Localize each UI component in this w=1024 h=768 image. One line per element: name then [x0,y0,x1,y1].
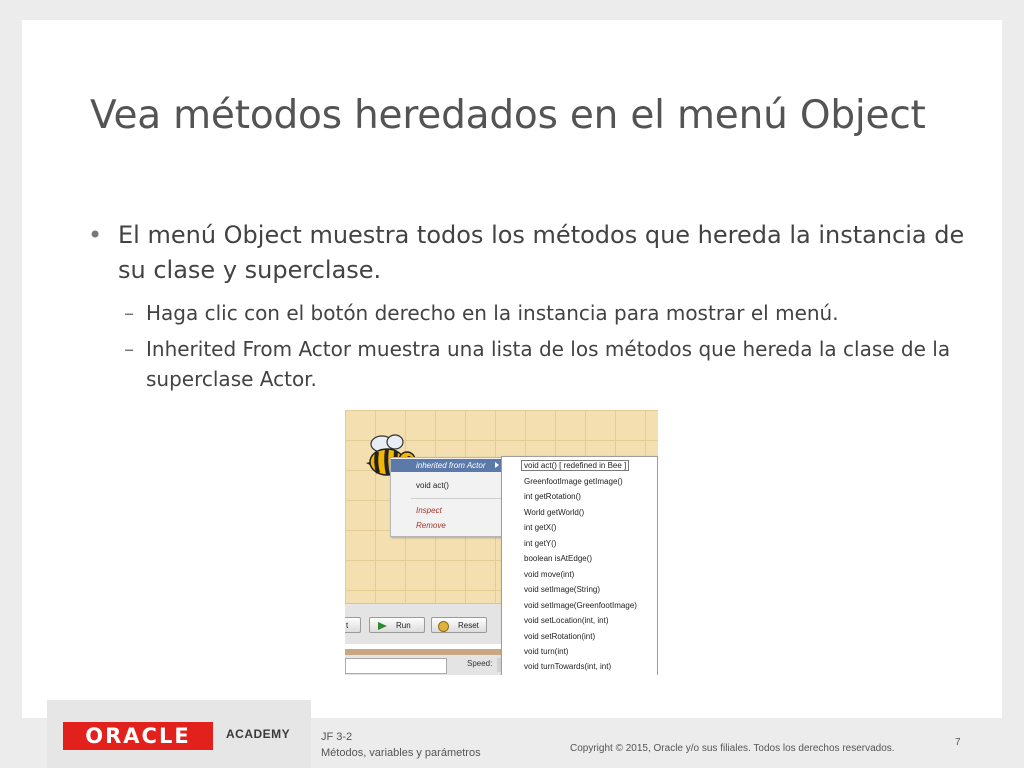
subbullet-item [88,298,968,328]
bullet-item [88,218,968,288]
submenu-item[interactable]: void act() [ redefined in Bee ] [524,461,627,470]
course-info [321,729,481,761]
course-code: JF 3-2 [321,731,353,743]
submenu-item[interactable]: int getRotation() [524,492,581,501]
submenu-item[interactable]: void setRotation(int) [524,632,596,641]
subbullet-text: Inherited From Actor muestra una lista de los métodos que hereda la clase de la superclase Actor. [146,337,951,391]
reset-icon [438,621,449,632]
bullet-marker: • [88,221,103,249]
greenfoot-screenshot [345,410,658,675]
menu-item-label: inherited from Actor [416,461,486,470]
subbullet-text: Haga clic con el botón derecho en la instancia para mostrar el menú. [146,301,839,325]
submenu-item[interactable]: void setLocation(int, int) [524,616,609,625]
run-button[interactable] [369,617,425,633]
speed-label: Speed: [467,659,493,668]
submenu-item[interactable]: World getWorld() [524,508,585,517]
bullet-text: El menú Object muestra todos los métodos que hereda la instancia de su clase y superclase. [118,221,965,284]
menu-item-inherited-from-actor[interactable] [391,459,503,472]
submenu-arrow-icon [495,462,499,468]
oracle-logo: ORACLE [63,722,213,750]
reset-button-label: Reset [458,621,479,630]
run-button-label: Run [396,621,411,630]
submenu-item[interactable]: void turn(int) [524,647,569,656]
submenu-item[interactable]: void move(int) [524,570,575,579]
submenu-item[interactable]: void setImage(String) [524,585,601,594]
submenu-item[interactable]: boolean isAtEdge() [524,554,593,563]
submenu-item[interactable]: int getY() [524,539,557,548]
subbullet-marker: – [124,337,134,361]
object-context-menu [390,457,504,537]
reset-button[interactable] [431,617,487,633]
status-field [345,658,447,674]
subbullet-marker: – [124,301,134,325]
page-number: 7 [955,737,961,748]
course-title: Métodos, variables y parámetros [321,747,481,759]
submenu-item[interactable]: GreenfootImage getImage() [524,477,623,486]
inherited-methods-submenu [501,456,658,675]
act-button-label: t [346,621,349,630]
submenu-item[interactable]: void turnTowards(int, int) [524,662,612,671]
act-button[interactable] [345,617,361,633]
submenu-item[interactable]: void setImage(GreenfootImage) [524,601,637,610]
academy-label: ACADEMY [226,727,291,741]
menu-separator [411,498,501,499]
submenu-item[interactable]: int getX() [524,523,557,532]
menu-item-inspect[interactable]: Inspect [416,506,442,515]
menu-item-remove[interactable]: Remove [416,521,446,530]
slide-title: Vea métodos heredados en el menú Object [90,93,926,138]
bullet-list [88,218,968,394]
play-icon [378,622,387,630]
menu-item-act[interactable]: void act() [416,481,449,490]
copyright-notice: Copyright © 2015, Oracle y/o sus filiales. Todos los derechos reservados. [570,743,895,754]
subbullet-item [88,334,968,394]
